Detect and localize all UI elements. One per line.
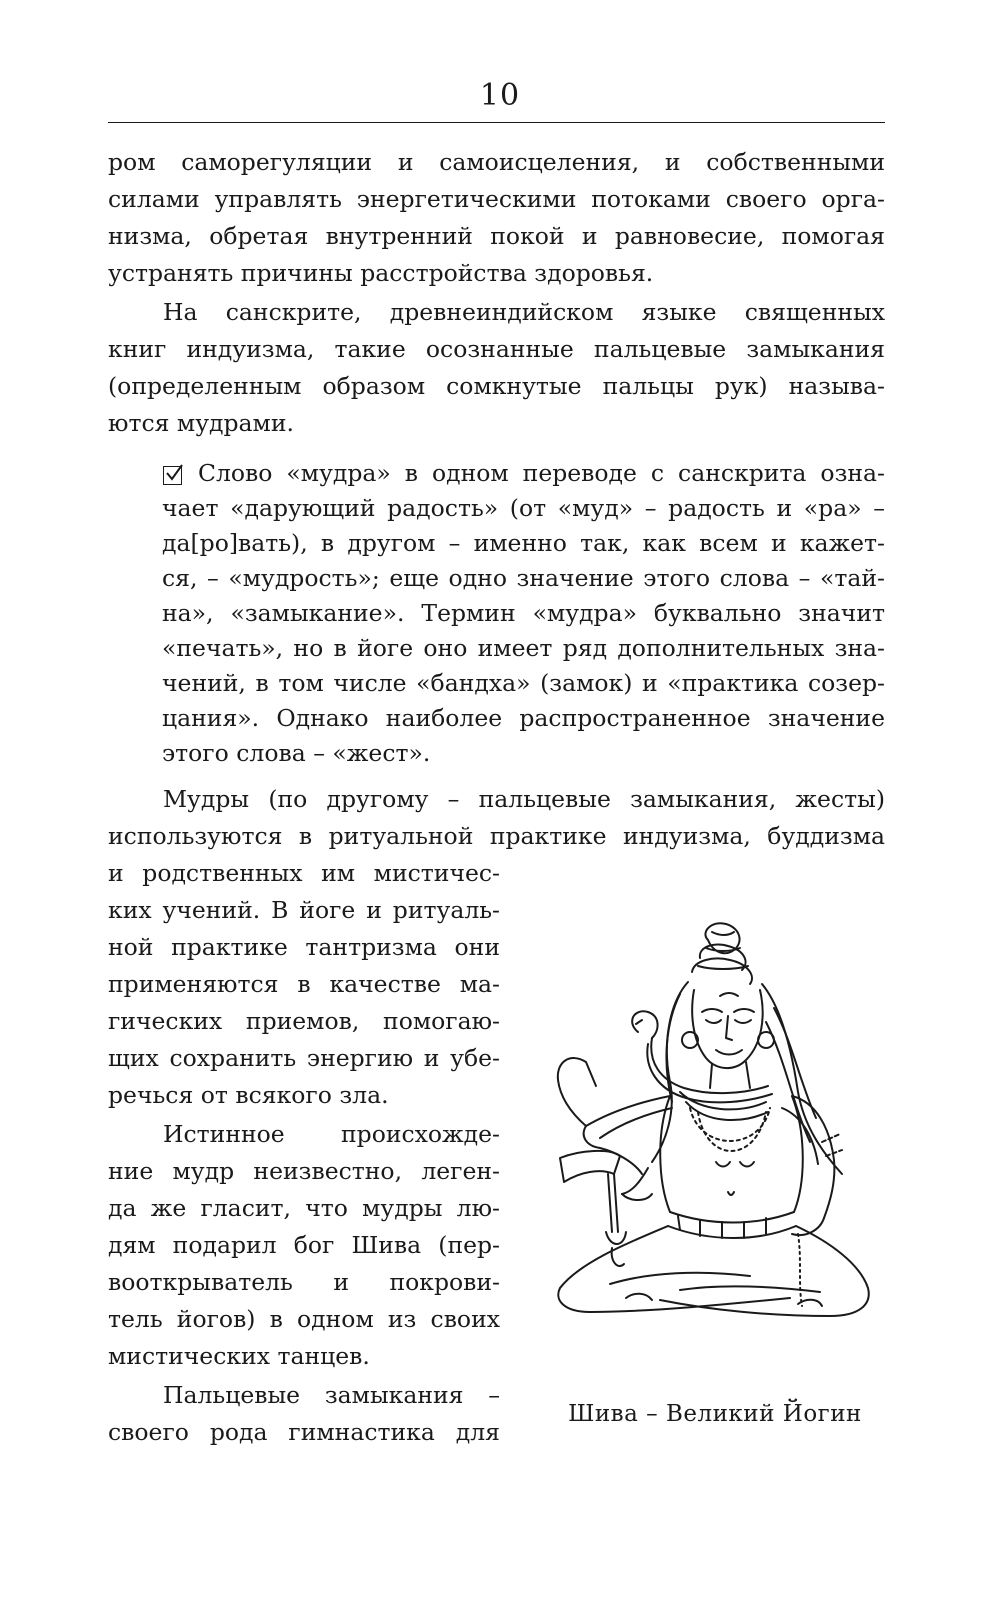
text-line: книг индуизма, такие осознанные пальцевые замыкания — [108, 335, 885, 363]
text-line: чений, в том числе «бандха» (замок) и «практика созер- — [162, 669, 885, 697]
text-line: да[ро]вать), в другом – именно так, как всем и кажет- — [162, 529, 885, 557]
text-line: и родственных им мистичес- — [108, 859, 500, 887]
text-line: (определенным образом сомкнутые пальцы рук) называ- — [108, 372, 885, 400]
header-divider — [108, 122, 885, 123]
text-line: мистических танцев. — [108, 1342, 370, 1370]
text-line: ких учений. В йоге и ритуаль- — [108, 896, 500, 924]
text-line: щих сохранить энергию и убе- — [108, 1044, 500, 1072]
text-line: дям подарил бог Шива (пер- — [108, 1231, 500, 1259]
text-line: вооткрыватель и покрови- — [108, 1268, 500, 1296]
text-line: На санскрите, древнеиндийском языке священных — [163, 298, 885, 326]
text-line: да же гласит, что мудры лю- — [108, 1194, 500, 1222]
figure-caption: Шива – Великий Йогин — [568, 1401, 862, 1427]
text-line: речься от всякого зла. — [108, 1081, 389, 1109]
text-line: этого слова – «жест». — [162, 739, 431, 767]
text-line: устранять причины расстройства здоровья. — [108, 259, 654, 287]
text-line: Пальцевые замыкания – — [163, 1381, 500, 1409]
text-line: Истинное происхожде- — [163, 1120, 500, 1148]
text-line: гических приемов, помогаю- — [108, 1007, 500, 1035]
text-line: ной практике тантризма они — [108, 933, 500, 961]
shiva-illustration — [530, 912, 880, 1352]
text-line: тель йогов) в одном из своих — [108, 1305, 500, 1333]
text-line: Мудры (по другому – пальцевые замыкания, жесты) — [163, 785, 885, 813]
text-line: ся, – «мудрость»; еще одно значение этого слова – «тай- — [162, 564, 885, 592]
text-line: ром саморегуляции и самоисцеления, и собственными — [108, 148, 885, 176]
text-line: Слово «мудра» в одном переводе с санскрита озна- — [198, 459, 885, 487]
text-line: низма, обретая внутренний покой и равновесие, помогая — [108, 222, 885, 250]
text-line: используются в ритуальной практике индуизма, буддизма — [108, 822, 885, 850]
page-number: 10 — [479, 78, 521, 113]
text-line: «печать», но в йоге оно имеет ряд дополнительных зна- — [162, 634, 885, 662]
text-line: на», «замыкание». Термин «мудра» буквально значит — [162, 599, 885, 627]
text-line: ются мудрами. — [108, 409, 294, 437]
text-line: ние мудр неизвестно, леген- — [108, 1157, 500, 1185]
text-line: силами управлять энергетическими потоками своего орга- — [108, 185, 885, 213]
text-line: применяются в качестве ма- — [108, 970, 500, 998]
text-line: цания». Однако наиболее распространенное значение — [162, 704, 885, 732]
text-line: своего рода гимнастика для — [108, 1418, 500, 1446]
text-line: чает «дарующий радость» (от «муд» – радость и «ра» – — [162, 494, 885, 522]
